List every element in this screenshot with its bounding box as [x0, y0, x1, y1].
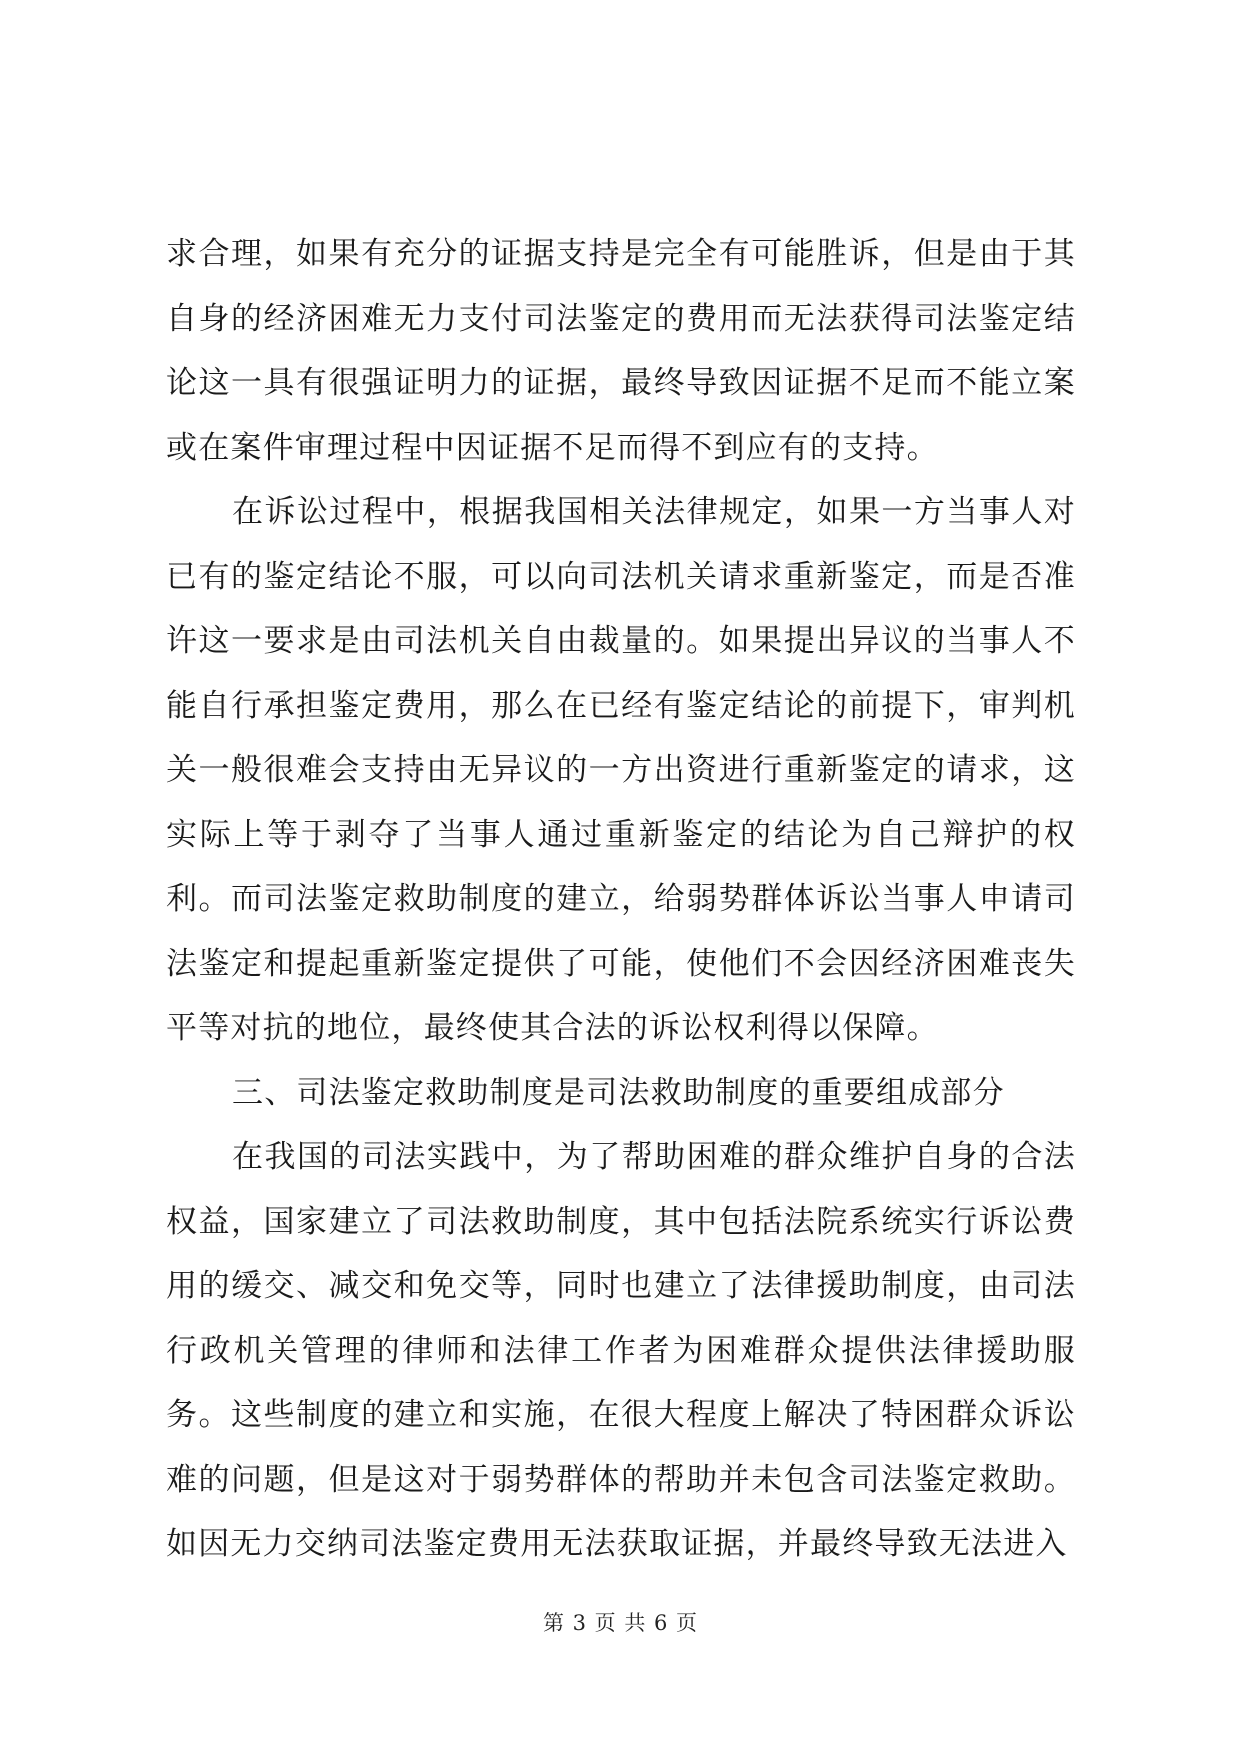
paragraph-2: 在诉讼过程中，根据我国相关法律规定，如果一方当事人对已有的鉴定结论不服，可以向司法机关请求重新鉴定，而是否准许这一要求是由司法机关自由裁量的。如果提出异议的当事人不能自行承担鉴定费用，那么在已经有鉴定结论的前提下，审判机关一般很难会支持由无异议的一方出资进行重新鉴定的请求，这实际上等于剥夺了当事人通过重新鉴定的结论为自己辩护的权利。而司法鉴定救助制度的建立，给弱势群体诉讼当事人申请司法鉴定和提起重新鉴定提供了可能，使他们不会因经济困难丧失平等对抗的地位，最终使其合法的诉讼权利得以保障。 [166, 494, 1076, 1046]
paragraph-1: 求合理，如果有充分的证据支持是完全有可能胜诉，但是由于其自身的经济困难无力支付司法鉴定的费用而无法获得司法鉴定结论这一具有很强证明力的证据，最终导致因证据不足而不能立案或在案件审理过程中因证据不足而得不到应有的支持。 [166, 236, 1076, 466]
section-heading: 三、司法鉴定救助制度是司法救助制度的重要组成部分 [232, 1074, 1005, 1111]
document-body [166, 222, 1076, 1577]
page-number-footer: 第 3 页 共 6 页 [542, 1611, 699, 1635]
paragraph-3: 在我国的司法实践中，为了帮助困难的群众维护自身的合法权益，国家建立了司法救助制度，其中包括法院系统实行诉讼费用的缓交、减交和免交等，同时也建立了法律援助制度，由司法行政机关管理的律师和法律工作者为困难群众提供法律援助服务。这些制度的建立和实施，在很大程度上解决了特困群众诉讼难的问题，但是这对于弱势群体的帮助并未包含司法鉴定救助。如因无力交纳司法鉴定费用无法获取证据，并最终导致无法进入 [166, 1139, 1076, 1562]
